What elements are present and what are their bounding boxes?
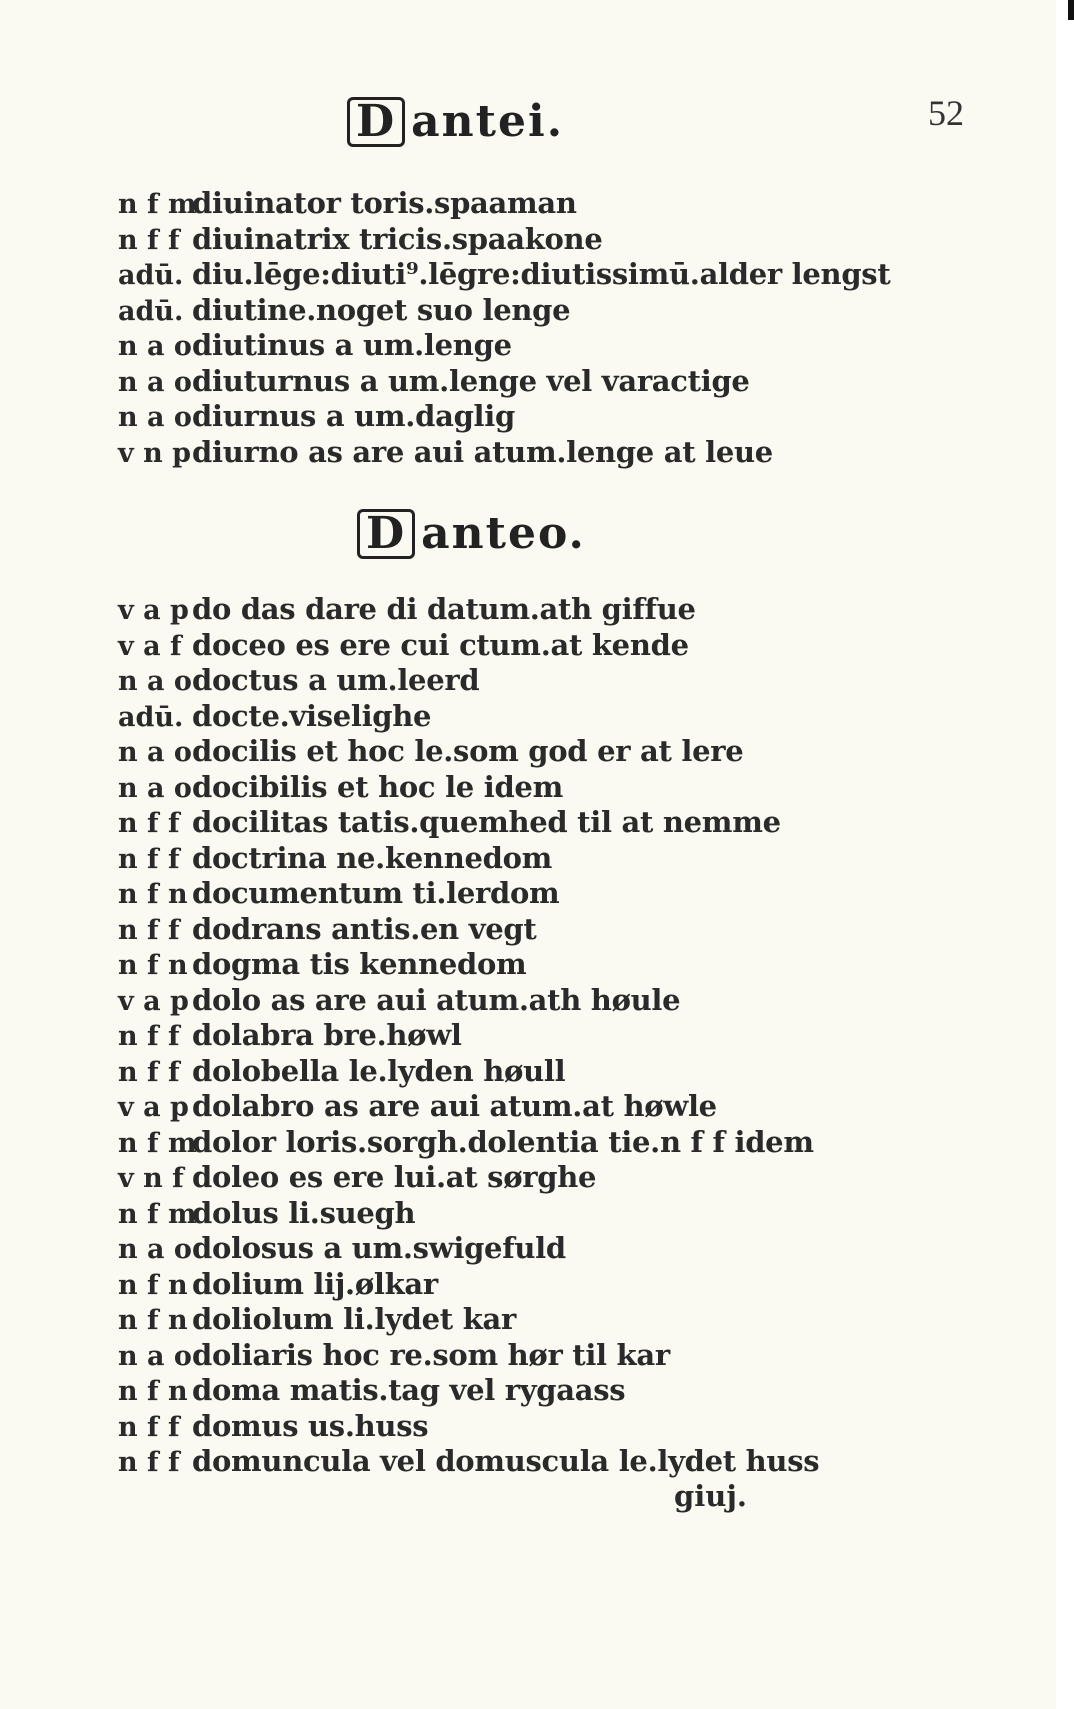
list-item: [118, 1089, 819, 1125]
entry-text: diu.lēge:diuti⁹.lēgre:diutissimū.alder lengst: [192, 257, 891, 291]
list-item: [118, 1302, 819, 1338]
list-item: [118, 257, 890, 293]
list-item: [118, 912, 819, 948]
entry-text: domus us.huss: [192, 1408, 429, 1443]
entry-text: doleo es ere lui.at sørghe: [192, 1160, 597, 1194]
scan-margin: [1056, 0, 1074, 1709]
entry-grammar-tag: v a p: [118, 985, 189, 1017]
entry-grammar-tag: adū.: [118, 701, 184, 733]
list-item: [118, 734, 819, 770]
list-item: [118, 770, 819, 806]
entry-grammar-tag: n a o: [118, 402, 192, 433]
catchword: giuj.: [674, 1479, 747, 1513]
page-number: 52: [928, 93, 964, 133]
entry-grammar-tag: n f f: [118, 808, 180, 839]
entry-grammar-tag: v n f: [118, 1163, 184, 1194]
list-item: [118, 1444, 819, 1480]
entry-grammar-tag: adū.: [118, 260, 184, 291]
entry-text: diutinus a um.lenge: [192, 328, 512, 362]
entry-text: docilitas tatis.quemhed til at nemme: [192, 805, 781, 839]
entry-list-danteo: [118, 592, 819, 1480]
list-item: [118, 983, 819, 1019]
entry-grammar-tag: n f f: [118, 224, 180, 256]
entry-text: dolium lij.ølkar: [192, 1266, 438, 1301]
list-item: [118, 1409, 819, 1445]
list-item: [118, 364, 890, 400]
section-heading-danteo: [357, 508, 586, 559]
entry-grammar-tag: v a p: [118, 595, 189, 626]
entry-grammar-tag: v a p: [118, 1092, 189, 1123]
entry-text: diurnus a um.daglig: [192, 399, 515, 433]
list-item: [118, 663, 819, 699]
entry-grammar-tag: n a o: [118, 737, 192, 768]
list-item: [118, 1267, 819, 1303]
entry-grammar-tag: v n p: [118, 437, 191, 469]
entry-text: doliaris hoc re.som hør til kar: [192, 1337, 670, 1372]
entry-text: diuinatrix tricis.spaakone: [192, 221, 603, 256]
entry-list-dantei: [118, 186, 890, 470]
list-item: [118, 435, 890, 471]
entry-text: dolobella le.lyden høull: [192, 1053, 566, 1088]
entry-text: dodrans antis.en vegt: [192, 911, 537, 946]
list-item: [118, 1196, 819, 1232]
entry-grammar-tag: n a o: [118, 1234, 192, 1265]
entry-grammar-tag: n f n: [118, 879, 188, 910]
list-item: [118, 1054, 819, 1090]
entry-text: diuinator toris.spaaman: [192, 186, 577, 220]
entry-text: dolabra bre.høwl: [192, 1018, 462, 1052]
entry-grammar-tag: n f f: [118, 1411, 180, 1443]
entry-text: diutine.noget suo lenge: [192, 292, 571, 327]
list-item: [118, 699, 819, 735]
entry-grammar-tag: n f f: [118, 843, 180, 875]
list-item: [118, 1373, 819, 1409]
entry-text: doliolum li.lydet kar: [192, 1302, 516, 1336]
list-item: [118, 293, 890, 329]
entry-text: doctus a um.leerd: [192, 663, 480, 697]
scan-mark: [1068, 0, 1074, 20]
section-heading-dantei: [347, 96, 564, 147]
list-item: [118, 628, 819, 664]
heading-text: antei.: [411, 96, 565, 147]
list-item: [118, 186, 890, 222]
entry-text: diurno as are aui atum.lenge at leue: [192, 434, 773, 469]
entry-text: dolus li.suegh: [192, 1195, 416, 1230]
list-item: [118, 592, 819, 628]
entry-text: domuncula vel domuscula le.lydet huss: [192, 1444, 820, 1478]
drop-letter: D: [347, 97, 405, 147]
entry-grammar-tag: n a o: [118, 366, 192, 398]
entry-grammar-tag: n f f: [118, 1021, 180, 1052]
entry-grammar-tag: n f m: [118, 1198, 197, 1230]
entry-grammar-tag: adū.: [118, 295, 184, 327]
entry-text: docilis et hoc le.som god er at lere: [192, 734, 744, 768]
entry-grammar-tag: n f m: [118, 1127, 197, 1159]
entry-text: diuturnus a um.lenge vel varactige: [192, 363, 750, 398]
entry-text: doceo es ere cui ctum.at kende: [192, 627, 689, 662]
list-item: [118, 947, 819, 983]
entry-text: dolo as are aui atum.ath høule: [192, 982, 681, 1017]
entry-text: dogma tis kennedom: [192, 947, 527, 981]
entry-text: dolabro as are aui atum.at høwle: [192, 1089, 717, 1123]
entry-text: dolor loris.sorgh.dolentia tie.n f f idem: [192, 1124, 814, 1159]
heading-text: anteo.: [421, 508, 586, 559]
drop-letter: D: [357, 509, 415, 559]
entry-grammar-tag: v a f: [118, 630, 182, 662]
entry-grammar-tag: n a o: [118, 772, 192, 804]
entry-text: docibilis et hoc le idem: [192, 769, 563, 804]
entry-text: dolosus a um.swigefuld: [192, 1231, 566, 1265]
entry-text: documentum ti.lerdom: [192, 876, 560, 910]
list-item: [118, 805, 819, 841]
list-item: [118, 1338, 819, 1374]
entry-text: docte.viselighe: [192, 698, 432, 733]
entry-grammar-tag: n f n: [118, 1376, 188, 1407]
entry-grammar-tag: n f n: [118, 1305, 188, 1336]
list-item: [118, 1231, 819, 1267]
list-item: [118, 222, 890, 258]
list-item: [118, 1125, 819, 1161]
entry-grammar-tag: n f f: [118, 914, 180, 946]
entry-grammar-tag: n a o: [118, 666, 192, 697]
entry-grammar-tag: n a o: [118, 331, 192, 362]
entry-grammar-tag: n a o: [118, 1340, 192, 1372]
entry-text: doctrina ne.kennedom: [192, 840, 553, 875]
entry-grammar-tag: n f n: [118, 1269, 188, 1301]
entry-grammar-tag: n f f: [118, 1447, 180, 1478]
list-item: [118, 1160, 819, 1196]
list-item: [118, 399, 890, 435]
entry-grammar-tag: n f m: [118, 189, 197, 220]
list-item: [118, 876, 819, 912]
entry-text: do das dare di datum.ath giffue: [192, 592, 696, 626]
entry-text: doma matis.tag vel rygaass: [192, 1373, 626, 1407]
list-item: [118, 841, 819, 877]
entry-grammar-tag: n f n: [118, 950, 188, 981]
list-item: [118, 328, 890, 364]
entry-grammar-tag: n f f: [118, 1056, 180, 1088]
list-item: [118, 1018, 819, 1054]
